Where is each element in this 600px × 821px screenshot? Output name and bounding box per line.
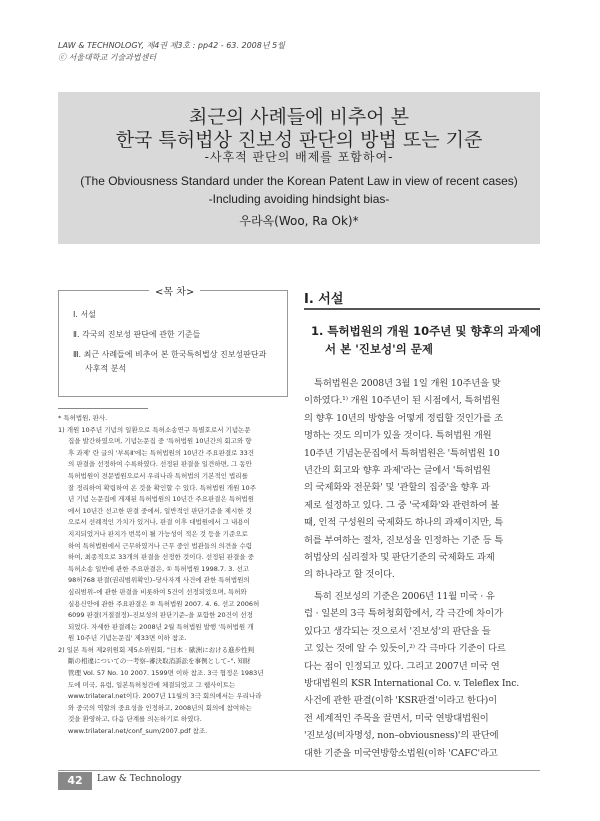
body-line: 때, 인적 구성원의 국제화도 하나의 과제이지만, 특: [304, 517, 504, 529]
body-line: 10주년 기념논문집에서 특허법원은 '특허법원 10: [304, 447, 500, 459]
body-line: 다는 점이 인정되고 있다. 그리고 2007년 미국 연: [304, 660, 500, 672]
footnote-line: 에서 10년간 선고한 판결 중에서, 일반적인 판단기준을 제시한 것: [68, 506, 252, 515]
footnote-line: 98허768 판결(권리범위확인)–당사자계 사건에 관한 특허법원의: [68, 576, 250, 585]
body-line: 대한 기준을 미국연방항소법원(이하 'CAFC'라고: [304, 747, 498, 759]
body-line: 허법상의 심리절차 및 판단기준의 국제화도 과제: [304, 552, 495, 564]
footnote-line: 지지되었거나 판지가 번복이 될 가능성이 적은 것 등을 기준으로: [68, 529, 248, 538]
body-line: 있다고 생각되는 것으로서 '진보성'의 판단을 들: [304, 625, 491, 637]
body-line: 특히 진보성의 기준은 2006년 11월 미국 · 유: [314, 590, 495, 602]
body-line: 방대법원의 KSR International Co. v. Teleflex Inc.: [304, 677, 520, 689]
subsection-heading-line2: 서 본 '진보성'의 문제: [325, 342, 433, 356]
title-block: [58, 92, 540, 244]
page-number: 42: [58, 772, 92, 790]
footnote-line: 하여, 최종적으로 33개의 판결을 선정한 것이다. 선정된 판결을 중: [68, 553, 254, 562]
footer-rule: [58, 770, 540, 771]
body-line: 사건에 관한 판결(이하 'KSR판결'이라고 한다)이: [304, 695, 497, 707]
title-english-line1: (The Obviousness Standard under the Korean Patent Law in view of recent cases): [80, 174, 518, 188]
title-korean-subtitle: -사후적 판단의 배제를 포함하여-: [204, 150, 394, 164]
footnote-line: 집을 발간하였으며, 기념논문집 중 '특허법원 10년간의 회고와 향: [68, 437, 252, 446]
footnote-line: 원 10주년 기념논문집' 제33면 이하 참조.: [68, 634, 187, 643]
table-of-contents: [58, 287, 288, 397]
footnote-line: 후 과제' 란 글의 '부록Ⅱ'에는 특허법원의 10년간 주요판결로 33건: [68, 448, 255, 457]
footer-journal-label: Law & Technology: [97, 774, 182, 784]
footnote-line: www.trilateral.net이다. 2007년 11월의 3극 회의에서는 우리나라: [68, 692, 262, 701]
footnote-line: 管理 Vol. 57 No. 10 2007. 1599면 이하 참조. 3극 협정은 1983년: [68, 669, 264, 678]
footnote-line: 2) 일본 특허 제2위원회 제5소위원회, "日本 · 歐洲における進步性判: [58, 645, 255, 654]
toc-heading: <목 차>: [149, 283, 200, 298]
footnote-line: 되었다. 자세한 판결례는 2008년 2월 특허법원 발행 '특허법원 개: [68, 622, 254, 631]
section-heading: Ⅰ. 서설: [304, 292, 344, 307]
footnotes: [58, 408, 286, 738]
footnote-line: 것을 환영하고, 다음 단계를 의논하기로 하였다.: [68, 715, 202, 724]
title-korean-line2: 한국 특허법상 진보성 판단의 방법 또는 기준: [115, 129, 483, 151]
journal-copyright: ⓒ 서울대학교 기술과법센터: [58, 53, 157, 62]
footnote-line: 실용신안에 관한 주요판결은 ② 특허법원 2007. 4. 6. 선고 2006허: [68, 599, 260, 608]
title-english-line2: -Including avoiding hindsight bias-: [208, 192, 390, 206]
body-line: 허를 부여하는 절차, 진보성을 인정하는 기준 등 특: [304, 534, 504, 546]
section-heading-rule: [304, 308, 540, 310]
footnote-line: 심리범위–에 관한 판결을 비롯하여 5건이 선정되었으며, 특허와: [68, 587, 247, 596]
body-line: 의 국제화와 전문화' 및 '관할의 집중'을 향후 과: [304, 482, 490, 494]
footnote-line: 년 기념 논문집에 게재된 특허법원의 10년간 주요판결은 특허법원: [68, 495, 254, 504]
subsection-heading: [311, 322, 541, 358]
toc-item-1: Ⅰ. 서설: [73, 310, 96, 319]
body-line: 고 있는 것에 알 수 있듯이,²⁾ 각 극마다 기준이 다르: [304, 643, 506, 655]
body-line: 럽 · 일본의 3극 특허청회합에서, 각 극간에 차이가: [304, 608, 503, 620]
toc-item-2: Ⅱ. 각국의 진보성 판단에 관한 기준들: [73, 330, 201, 339]
footnote-line: 1) 개원 10주년 기념의 일환으로 특허소송연구 특별호로서 기념논문: [58, 425, 251, 434]
footnote-line: 잘 정리하여 확립하여 온 것을 확인할 수 있다. 특허법원 개원 10주: [68, 483, 256, 492]
footnote-line: 으로서 선례적인 가치가 있거나, 판결 이후 대법원에서 그 내용이: [68, 518, 250, 527]
author: 우라옥(Woo, Ra Ok)*: [239, 214, 359, 228]
body-line: 의 향후 10년의 방향을 어떻게 정립할 것인가를 조: [304, 412, 503, 424]
body-line: 의 하나라고 할 것이다.: [304, 569, 395, 581]
footnote-line: 와 중국의 역할의 중요성을 인정하고, 2008년의 회의에 참여하는: [68, 703, 252, 712]
subsection-heading-line1: 1. 특허법원의 개원 10주년 및 향후의 과제에: [311, 324, 542, 338]
footnote-line: 도에 미국, 유럽, 일본특허청간에 체결되었고 그 웹사이트는: [68, 680, 236, 689]
body-line: '진보성(비자명성, non–obviousness)'의 판단에: [304, 730, 499, 742]
body-line: 이하였다.¹⁾ 개원 10주년이 된 시점에서, 특허법원: [304, 395, 500, 407]
footnote-line: 斷の相違についての一考察–審決取消訴訟を事例として–", 知財: [68, 657, 251, 666]
footnote-line: * 특허법원, 판사.: [58, 414, 108, 422]
body-line: 제로 설정하고 있다. 그 중 '국제화'와 관련하여 볼: [304, 499, 500, 511]
toc-item-3: Ⅲ. 최근 사례들에 비추어 본 한국특허법상 진보성판단과: [73, 350, 267, 359]
title-korean-line1: 최근의 사례들에 비추어 본: [188, 106, 409, 128]
journal-header: [58, 40, 285, 64]
body-line: 특허법원은 2008년 3월 1일 개원 10주년을 맞: [314, 378, 501, 389]
footnote-line: 의 판결을 선정하여 수록하였다. 선정된 판결을 일견하면, 그 동안: [68, 460, 252, 469]
toc-item-3-cont: 사후적 분석: [85, 364, 127, 373]
footnote-line: 6099 판결(거절결정)–진보성의 판단기준–을 포함한 20건이 선정: [68, 611, 253, 620]
body-line: 년간의 회고와 향후 과제'라는 글에서 '특허법원: [304, 465, 491, 477]
footnote-line: 하여 특허법원에서 근무하였거나 근무 중인 법관들의 의견을 수렴: [68, 541, 252, 550]
footnote-rule: [58, 408, 148, 409]
body-text: [304, 375, 544, 762]
body-line: 명하는 것도 의미가 있을 것이다. 특허법원 개원: [304, 430, 492, 442]
journal-citation: LAW & TECHNOLOGY, 제4권 제3호 : pp42 - 63. 2008년 5월: [58, 41, 285, 50]
footnote-line: 특허법원이 전문법원으로서 우리나라 특허법의 기본적인 법리를: [68, 471, 248, 480]
footnote-line: 특허소송 일반에 관한 주요판결은, ① 특허법원 1998.7. 3. 선고: [68, 564, 250, 573]
body-line: 전 세계적인 주목을 끌면서, 미국 연방대법원이: [304, 712, 489, 724]
footnote-line: www.trilateral.net/conf_sum/2007.pdf 참조.: [68, 727, 208, 736]
